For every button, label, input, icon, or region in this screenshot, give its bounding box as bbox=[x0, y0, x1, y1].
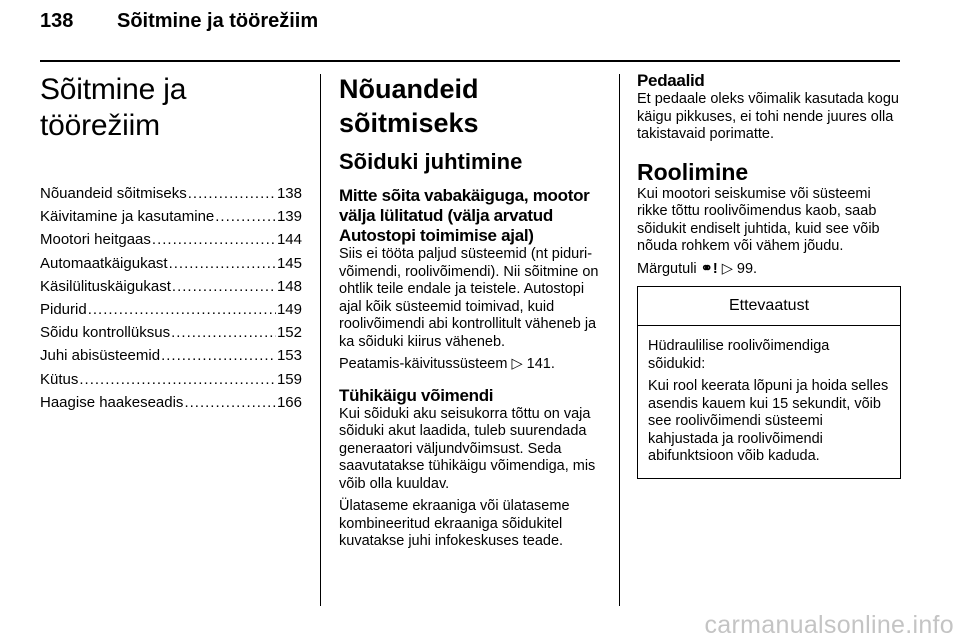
toc-entry[interactable] bbox=[40, 298, 302, 321]
page-number: 138 bbox=[40, 10, 74, 32]
header-rule bbox=[40, 60, 900, 62]
left-column bbox=[40, 72, 302, 414]
toc-leader-dots bbox=[184, 391, 276, 414]
toc-leader-dots bbox=[188, 182, 276, 205]
toc-leader-dots bbox=[79, 368, 276, 391]
paragraph-warning-light bbox=[637, 261, 903, 279]
toc-entry-page: 139 bbox=[276, 208, 302, 226]
toc-entry-label: Mootori heitgaas bbox=[40, 231, 151, 249]
toc-entry[interactable] bbox=[40, 205, 302, 228]
toc-entry-label: Sõidu kontrollüksus bbox=[40, 324, 171, 342]
toc-entry-label: Pidurid bbox=[40, 301, 87, 319]
paragraph-pedals: Et pedaale oleks võimalik kasutada kogu käigu pikkuses, ei tohi nende juures olla takistavaid porimatte. bbox=[637, 91, 899, 142]
subsection-title: Sõiduki juhtimine bbox=[339, 149, 523, 174]
toc-entry-page: 152 bbox=[276, 324, 302, 342]
running-title: Sõitmine ja töörežiim bbox=[117, 10, 319, 32]
paragraph-stop-start bbox=[339, 356, 605, 374]
column-divider-2 bbox=[619, 74, 620, 606]
toc-entry-label: Juhi abisüsteemid bbox=[40, 347, 161, 365]
middle-column bbox=[339, 72, 605, 556]
toc-entry-page: 144 bbox=[276, 231, 302, 249]
reference-arrow-icon: ▷ bbox=[721, 260, 733, 277]
page-header bbox=[40, 10, 900, 46]
steering-warning-icon: ⚭! bbox=[700, 260, 718, 277]
toc-entry[interactable] bbox=[40, 275, 302, 298]
page-reference[interactable]: ▷ 141. bbox=[511, 356, 555, 372]
caution-paragraph-1: Hüdraulilise roolivõimendiga sõidukid: bbox=[648, 338, 830, 372]
section-steering: Roolimine bbox=[637, 158, 749, 185]
paragraph-steering: Kui mootori seiskumise või süsteemi rikke tõttu roolivõimendus kaob, saab sõidukit endiselt juhtida, kuid see võib nõuda rohkem või vähem jõudu. bbox=[637, 185, 880, 254]
toc-entry-label: Käivitamine ja kasutamine bbox=[40, 208, 215, 226]
toc-leader-dots bbox=[171, 321, 276, 344]
toc-entry[interactable] bbox=[40, 182, 302, 205]
right-column bbox=[637, 72, 903, 479]
toc-leader-dots bbox=[161, 344, 276, 367]
toc-leader-dots bbox=[169, 252, 276, 275]
toc-leader-dots bbox=[152, 228, 276, 251]
toc-entry-page: 138 bbox=[276, 185, 302, 202]
section-title: Nõuandeid sõitmiseks bbox=[339, 74, 479, 138]
toc-entry[interactable] bbox=[40, 252, 302, 275]
table-of-contents bbox=[40, 182, 302, 414]
toc-entry-label: Kütus bbox=[40, 370, 79, 388]
toc-entry[interactable] bbox=[40, 321, 302, 344]
paragraph-display-message: Ülataseme ekraaniga või ülataseme kombineeritud ekraaniga sõidukitel kuvatakse juhi infokeskuses teade. bbox=[339, 498, 570, 549]
caution-box bbox=[637, 286, 901, 479]
stop-start-text: Peatamis-käivitussüsteem bbox=[339, 356, 508, 372]
watermark: carmanualsonline.info bbox=[704, 611, 954, 639]
toc-entry[interactable] bbox=[40, 368, 302, 391]
caution-body bbox=[638, 326, 900, 478]
heading-idle-boost: Tühikäigu võimendi bbox=[339, 385, 494, 405]
heading-coasting: Mitte sõita vabakäiguga, mootor välja lülitatud (välja arvatud Autostopi toimimise ajal) bbox=[339, 186, 590, 245]
toc-leader-dots bbox=[88, 298, 276, 321]
caution-paragraph-2: Kui rool keerata lõpuni ja hoida selles asendis kauem kui 15 sekundit, võib see roolivõimendi süsteemi kahjustada ja roolivõimendi abifunktsioon võib kaduda. bbox=[648, 378, 889, 464]
toc-leader-dots bbox=[172, 275, 276, 298]
heading-pedals: Pedaalid bbox=[637, 71, 705, 90]
warning-light-text: Märgutuli bbox=[637, 260, 697, 277]
toc-entry-page: 153 bbox=[276, 347, 302, 365]
toc-entry-page: 166 bbox=[276, 393, 302, 411]
toc-entry-label: Haagise haakeseadis bbox=[40, 393, 184, 411]
chapter-title: Sõitmine ja töörežiim bbox=[40, 73, 187, 142]
page-reference[interactable]: ▷ 99. bbox=[721, 260, 758, 277]
toc-entry-label: Automaatkäigukast bbox=[40, 254, 168, 272]
column-divider-1 bbox=[320, 74, 321, 606]
paragraph-coasting: Siis ei tööta paljud süsteemid (nt pidurivõimendi, roolivõimendi). Nii sõitmine on ohtlik teile endale ja teistele. Autostopi ajal kõik süsteemid toimivad, kuid roolivõimendi abi kontrollitult väheneb ja ka sõiduki kiirus väheneb. bbox=[339, 246, 599, 350]
toc-entry-page: 148 bbox=[276, 277, 302, 295]
toc-entry-label: Nõuandeid sõitmiseks bbox=[40, 185, 187, 202]
toc-entry[interactable] bbox=[40, 228, 302, 251]
toc-entry-page: 149 bbox=[276, 301, 302, 319]
reference-arrow-icon: ▷ bbox=[511, 356, 523, 372]
toc-entry-label: Käsilülituskäigukast bbox=[40, 277, 171, 295]
toc-entry[interactable] bbox=[40, 391, 302, 414]
toc-entry-page: 159 bbox=[276, 370, 302, 388]
paragraph-idle-boost: Kui sõiduki aku seisukorra tõttu on vaja sõiduki akut laadida, tuleb suurendada generaatori väljundvõimsust. Seda saavutatakse tühikäigu võimendiga, mis võib olla kuuldav. bbox=[339, 405, 596, 492]
caution-title: Ettevaatust bbox=[638, 287, 900, 326]
toc-entry[interactable] bbox=[40, 344, 302, 367]
toc-leader-dots bbox=[215, 205, 276, 228]
toc-entry-page: 145 bbox=[276, 254, 302, 272]
